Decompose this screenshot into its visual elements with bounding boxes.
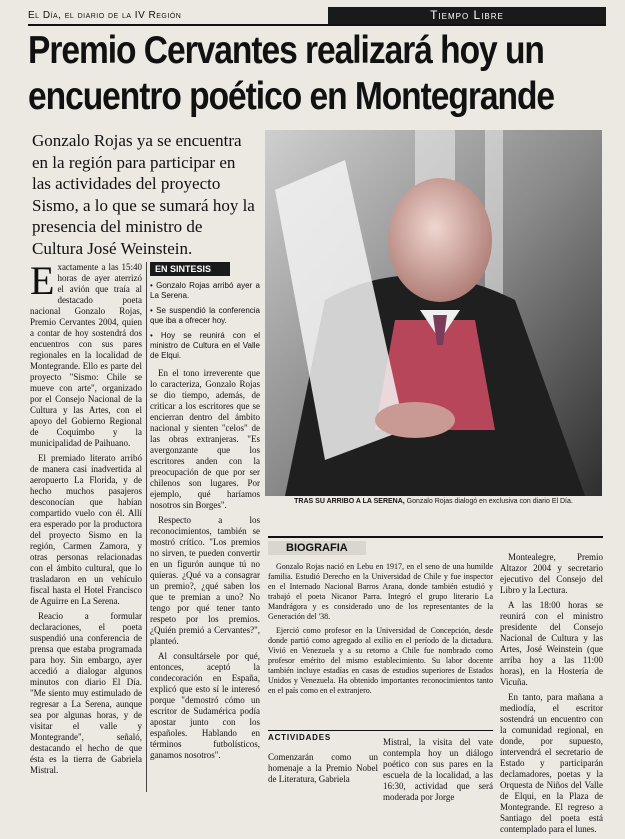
section-rule xyxy=(268,730,493,731)
actividades-column-1 xyxy=(268,752,378,789)
caption-text: Gonzalo Rojas dialogó en exclusiva con diario El Día. xyxy=(404,498,573,505)
article-column-5 xyxy=(500,552,603,839)
article-column-1 xyxy=(30,258,142,780)
paragraph: Comenzarán como un homenaje a la Premio Nobel de Literatura, Gabriela xyxy=(268,752,378,784)
sintesis-box xyxy=(150,262,260,366)
actividades-heading: ACTIVIDADES xyxy=(268,733,332,742)
deck-summary: Gonzalo Rojas ya se encuentra en la región para participar en las actividades del proyecto Sismo, a lo que se sumará hoy la presencia del ministro de Cultura José Weinstein. xyxy=(32,131,255,258)
paragraph: A las 18:00 horas se reunirá con el ministro presidente del Consejo Nacional de Cultura y las Artes, José Weinstein (que arriba hoy a las 11:00 horas), en la Hostería de Vicuña. xyxy=(500,600,603,687)
paragraph: En el tono irreverente que lo caracteriza, Gonzalo Rojas se dio tiempo, además, de criticar a los escritores que se encierran dentro del ámbito nacional y sienten "celos" de las obras extranjeras. "Es avergonzante que los escritores anden con la preocupación de que por ser chilenos son lugares. Por ejemplo, qué haríamos nosotros sin Borges". xyxy=(150,368,260,510)
photo-caption xyxy=(265,498,602,505)
sintesis-item: • Gonzalo Rojas arribó ayer a La Serena. xyxy=(150,281,260,300)
paragraph: Al consultársele por qué, entonces, aceptó la condecoración en España, explicó que esto sí le interesó porque "demostró cómo un escritor de Sudamérica podía apostar junto con los españoles. Hablando en términos futbolísticos, ganamos nosotros". xyxy=(150,651,260,760)
paragraph: xactamente a las 15:40 horas de ayer aterrizó el avión que traía al destacado poeta nacional Gonzalo Rojas, Premio Cervantes 2004, quien a contar de hoy sostendrá dos encuentros con sus pares regionales en la localidad de Montegrande. Ello es parte del proyecto "Sismo: Chile se mueve con arte", organizado por el Consejo Nacional de la Cultura y las Artes, con el apoyo del Gobierno Regional de Coquimbo y la municipalidad de Paihuano. xyxy=(30,262,142,448)
sintesis-item: • Hoy se reunirá con el ministro de Cultura en el Valle de Elqui. xyxy=(150,331,260,360)
sintesis-label: EN SINTESIS xyxy=(150,262,230,276)
biography-text xyxy=(268,562,493,700)
headline-line-2: encuentro poético en Montegrande xyxy=(28,75,555,118)
paragraph: En tanto, para mañana a mediodía, el escritor sostendrá un encuentro con la comunidad regional, en donde, por supuesto, intervendrá el secretario de Estado y participarán declamadores, poetas y la Orquesta de Niños del Valle de Elqui, en la Plaza de Montegrande. El regreso a Santiago del poeta está contemplado para el lunes. xyxy=(500,692,603,834)
photo-illustration xyxy=(265,130,602,496)
photo-gonzalo-rojas xyxy=(265,130,602,496)
sintesis-item: • Se suspendió la conferencia que iba a ofrecer hoy. xyxy=(150,306,260,325)
section-tab: Tiempo Libre xyxy=(328,7,606,24)
drop-cap: E xyxy=(30,258,55,303)
masthead xyxy=(28,8,606,26)
paragraph: Reacio a formular declaraciones, el poeta suspendió una conferencia de prensa que estaba programada para hoy. Sin embargo, ayer accedió a dialogar algunos minutos con diario El Día. "Me siento muy estimulado de regresar a La Serena, aunque sea por algunas horas, y de visitar el valle y Montegrande", señaló, destacando el hecho de que ésta es la tierra de Gabriela Mistral. xyxy=(30,611,142,775)
headline xyxy=(28,28,555,120)
biography-title: BIOGRAFIA xyxy=(268,541,366,555)
newspaper-name: El Día, el diario de la IV Región xyxy=(28,10,182,21)
actividades-column-2 xyxy=(383,737,493,807)
article-column-2 xyxy=(150,368,260,765)
paragraph: Montealegre, Premio Altazor 2004 y secretario ejecutivo del Consejo del Libro y la Lectura. xyxy=(500,552,603,595)
paragraph: Respecto a los reconocimientos, también se mostró crítico. "Los premios no sirven, te pueden convertir en un figurón aunque tú no quieras. ¿Qué va a consagrar un premio?, ¿qué saben los que te premian a uno? No tengo por qué tener tanto respeto por los premios. ¿Quién premió a Cervantes?", planteó. xyxy=(150,515,260,646)
paragraph: Gonzalo Rojas nació en Lebu en 1917, en el seno de una humilde familia. Estudió Derecho en la Universidad de Chile y fue inspector en el Internado Nacional Barros Arana, donde también estudió y trabajó el poeta Nicanor Parra. Integró el grupo literario La Mandrágora y es considerado uno de los representantes de la Generación del '38. xyxy=(268,562,493,621)
caption-lead: TRAS SU ARRIBO A LA SERENA, xyxy=(294,498,405,505)
paragraph: El premiado literato arribó de manera casi inadvertida al aeropuerto La Florida, y de hecho muchos pasajeros desconocían que habían compartido vuelo con él. Allí era esperado por la productora del proyecto Sismo en la región, Carmen Zamora, y otras personas relacionadas con el ámbito cultural, que lo trasladaron en un vehículo fiscal hasta el Hotel Francisco de Aguirre en La Serena. xyxy=(30,453,142,606)
column-divider xyxy=(146,262,147,792)
paragraph: Ejerció como profesor en la Universidad de Concepción, desde donde partió como agregado al exilio en el período de la dictadura. Vivió en Venezuela y a su retorno a Chile fue nombrado como profesor emérito del mismo establecimiento. Su labor docente también incluye estadías en casas de estudios superiores de Estados Unidos y Venezuela. Ha obtenido importantes reconocimientos tanto en el país como en el extranjero. xyxy=(268,626,493,695)
headline-line-1: Premio Cervantes realizará hoy un xyxy=(28,29,544,72)
paragraph: Mistral, la visita del vate contempla hoy un diálogo poético con sus pares en la escuela de la localidad, a las 16:30, actividad que será moderada por Jorge xyxy=(383,737,493,802)
